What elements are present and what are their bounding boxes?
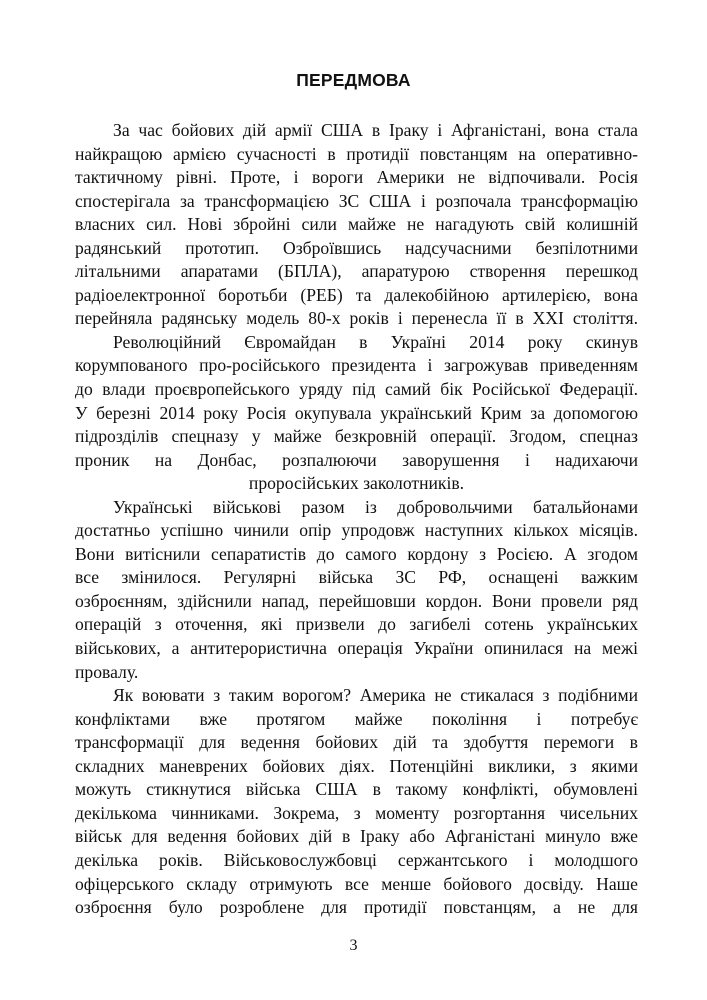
text-line: власних сил. Нові збройні сили майже не нагадують свій колишній <box>75 214 638 235</box>
paragraph-2 <box>75 331 638 496</box>
paragraph-3 <box>75 496 638 684</box>
text-line: можуть стикнутися війська США в такому конфлікті, обумовлені <box>75 779 638 800</box>
text-line: перейняла радянську модель 80-х років і перенесла її в XXI століття. <box>75 308 638 329</box>
text-line: офіцерського складу отримують все менше бойового досвіду. Наше <box>75 873 638 894</box>
text-line: озброєння було розроблене для протидії повстанцям, а не для <box>75 897 638 918</box>
text-line: трансформації для ведення бойових дій та здобуття перемоги в <box>75 732 638 753</box>
text-line: достатньо успішно чинили опір упродовж наступних кількох місяців. <box>75 520 638 541</box>
text-line: проросійських заколотників. <box>248 473 465 494</box>
text-line: озброєнням, здійснили напад, перейшовши кордон. Вони провели ряд <box>75 590 638 611</box>
paragraph-1 <box>75 119 638 331</box>
text-line: провалу. <box>75 661 139 682</box>
page-number: 3 <box>349 937 358 954</box>
text-line: радіоелектронної боротьби (РЕБ) та далекобійною артилерією, вона <box>75 284 638 305</box>
text-line: все змінилося. Регулярні війська ЗС РФ, оснащені важким <box>75 567 638 588</box>
page-title: ПЕРЕДМОВА <box>296 70 411 90</box>
text-line: У березні 2014 року Росія окупувала український Крим за допомогою <box>75 402 638 423</box>
text-line: військових, а антитерористична операція України опинилася на межі <box>75 638 638 659</box>
text-line: декілька років. Військовослужбовці сержантського і молодшого <box>75 849 638 870</box>
text-line: складних маневрених бойових діях. Потенційні виклики, з якими <box>75 755 638 776</box>
text-line: проник на Донбас, розпалюючи заворушення і надихаючи <box>75 449 638 470</box>
text-line: військ для ведення бойових дій в Іраку або Афганістані минуло вже <box>75 826 638 847</box>
text-line: За час бойових дій армії США в Іраку і Афганістані, вона стала <box>113 120 638 140</box>
text-line: підрозділів спецназу у майже безкровній операції. Згодом, спецназ <box>75 426 638 447</box>
paragraph-4 <box>75 684 638 919</box>
text-line: літальними апаратами (БПЛА), апаратурою створення перешкод <box>75 261 638 282</box>
text-line: тактичному рівні. Проте, і вороги Америки не відпочивали. Росія <box>75 167 638 188</box>
text-line: Українські військові разом із добровольчими батальйонами <box>113 496 638 517</box>
text-line: декількома чинниками. Зокрема, з моменту розгортання чисельних <box>75 802 638 823</box>
text-line: Революційний Євромайдан в Україні 2014 року скинув <box>113 331 638 352</box>
text-line: спостерігала за трансформацією ЗС США і розпочала трансформацію <box>75 190 638 211</box>
text-line: радянський прототип. Озброївшись надсучасними безпілотними <box>75 237 638 258</box>
text-line: Вони витіснили сепаратистів до самого кордону з Росією. А згодом <box>75 543 638 564</box>
text-line: найкращою армією сучасності в протидії повстанцям на оперативно- <box>75 143 638 164</box>
text-line: корумпованого про-російського президента і загрожував приведенням <box>75 355 638 376</box>
text-line: конфліктами вже протягом майже покоління і потребує <box>75 708 638 729</box>
text-line: Як воювати з таким ворогом? Америка не стикалася з подібними <box>113 685 638 706</box>
text-line: до влади проєвропейського уряду під самий бік Російської Федерації. <box>75 379 638 400</box>
text-line: операцій з оточення, які призвели до загибелі сотень українських <box>75 614 638 635</box>
body-text <box>75 119 638 920</box>
